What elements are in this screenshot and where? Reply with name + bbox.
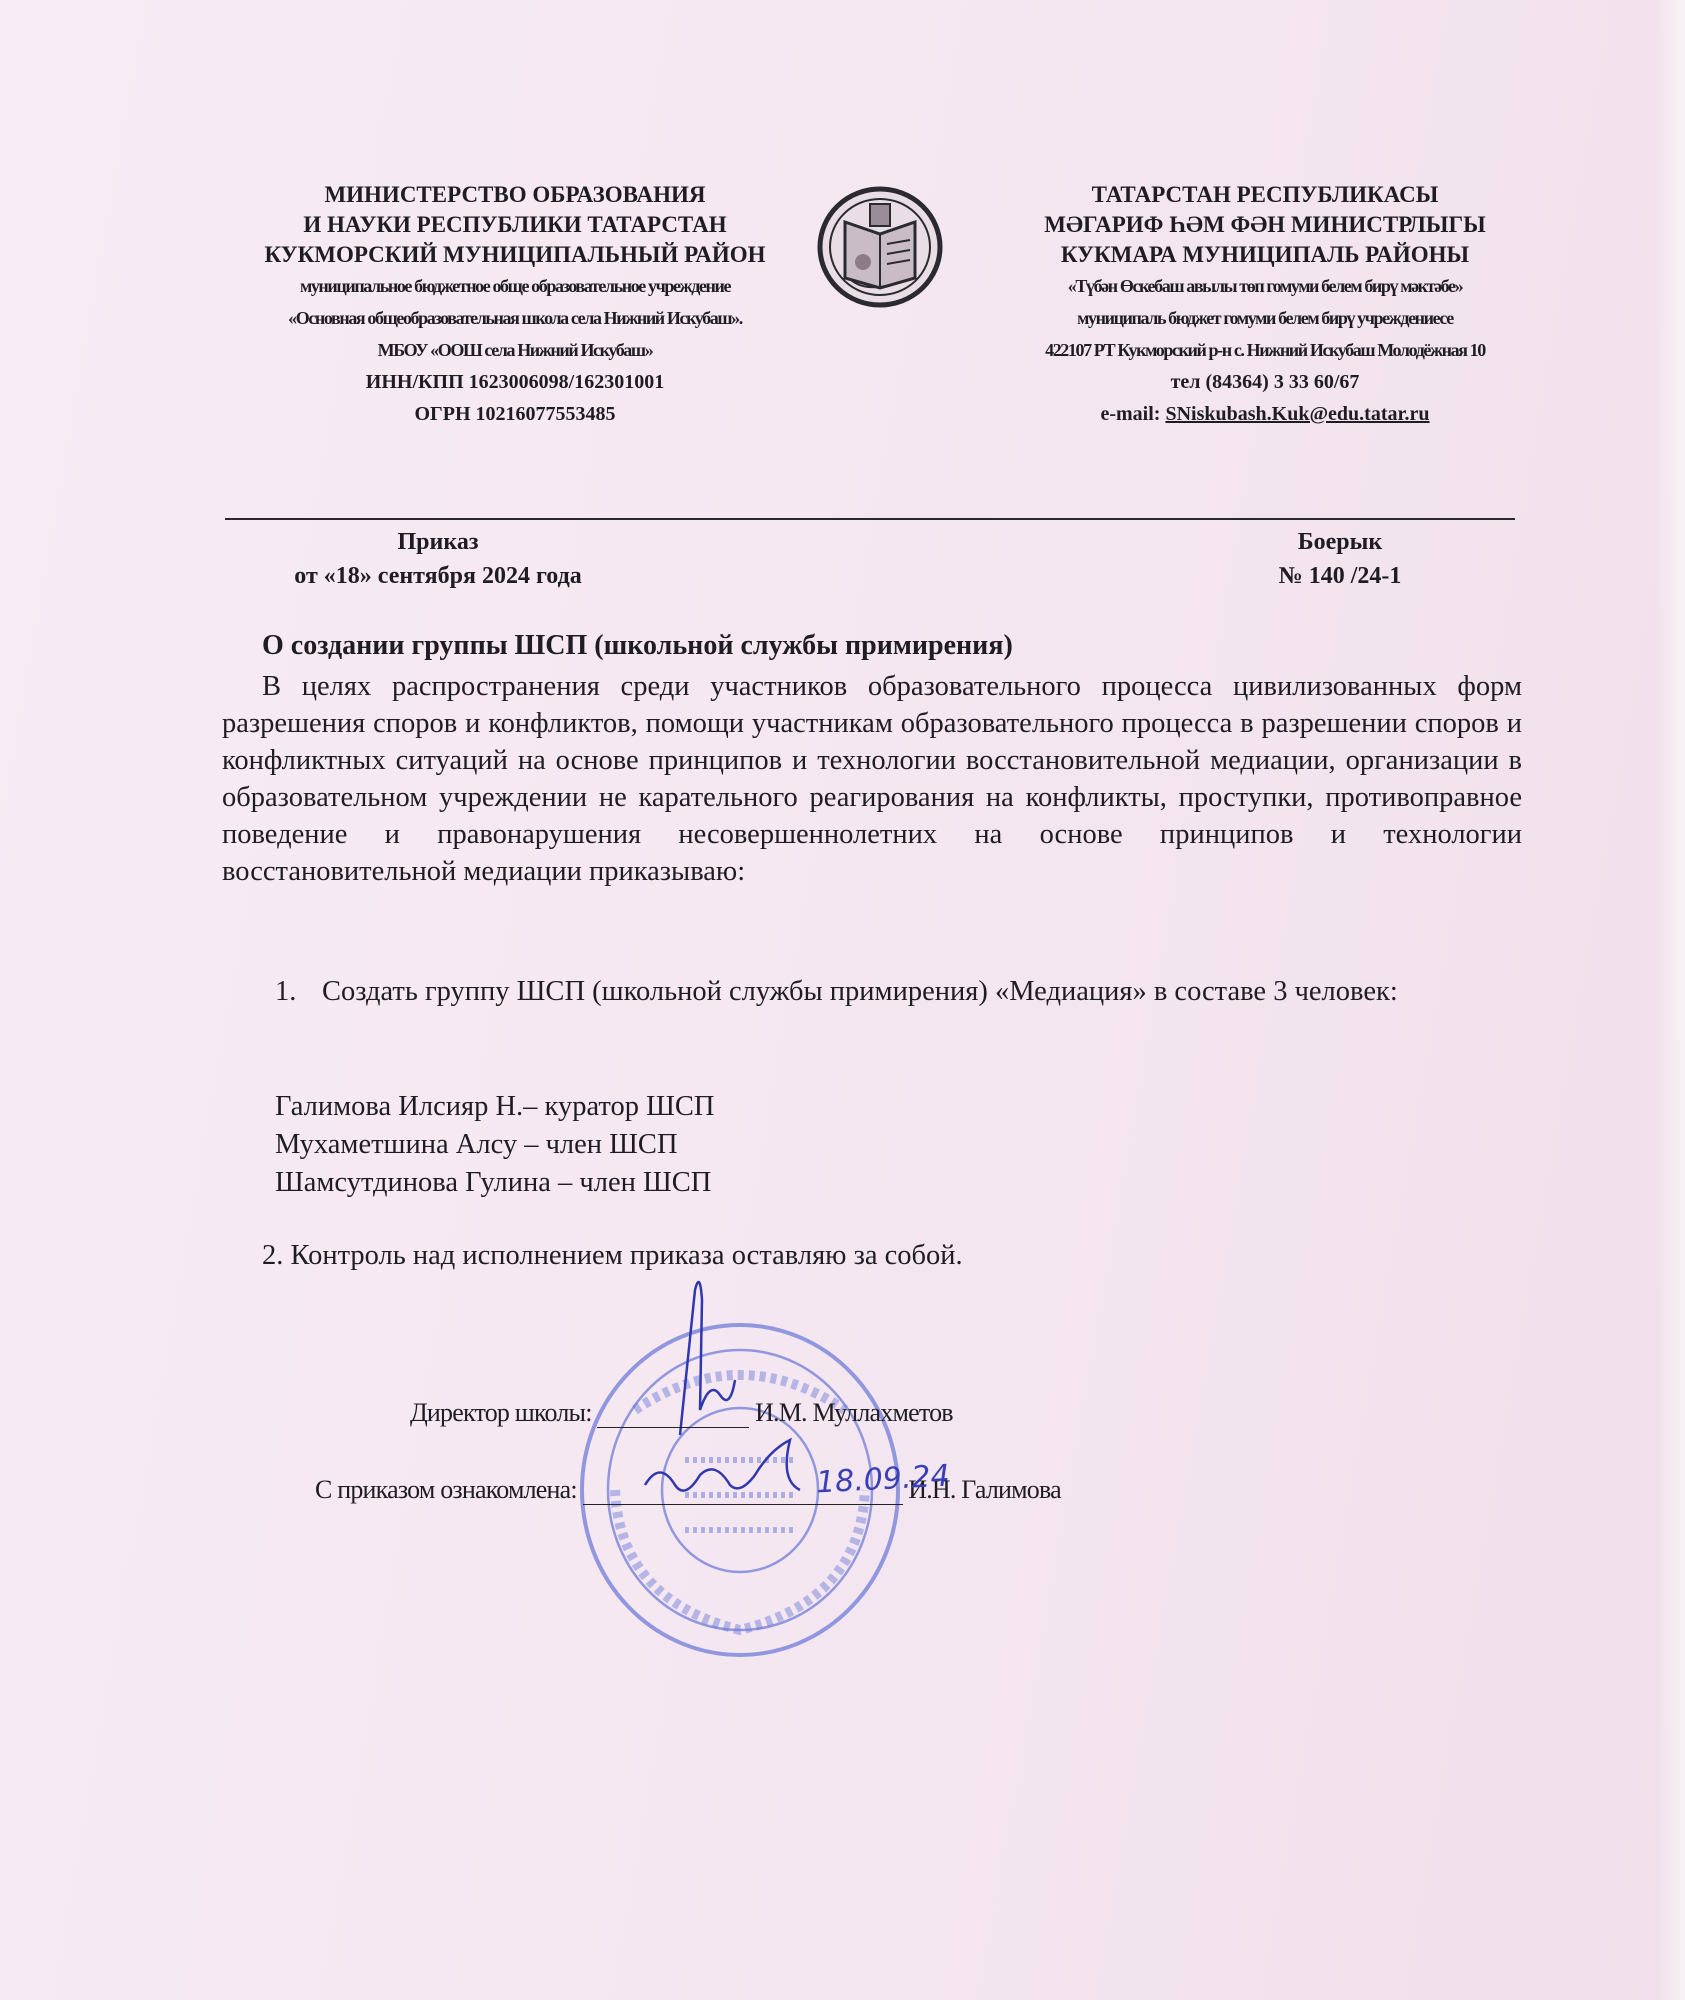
header-divider (225, 518, 1515, 520)
header-left-line2: И НАУКИ РЕСПУБЛИКИ ТАТАРСТАН (303, 212, 727, 237)
order-left (248, 525, 628, 593)
header-right-line5: муниципаль бюджет гомуми белем бирү учреждениесе (1077, 308, 1453, 328)
ack-signature-line (583, 1504, 903, 1505)
director-signature-line (597, 1427, 749, 1428)
order-date: от «18» сентября 2024 года (294, 563, 582, 589)
header-left-line6: МБОУ «ООШ села Нижний Искубаш» (377, 340, 653, 360)
document-heading: О создании группы ШСП (школьной службы примирения) (262, 630, 1013, 661)
director-row (410, 1398, 953, 1428)
order-title-ru: Приказ (397, 529, 479, 555)
header-right-line4: «Түбән Өскебаш авылы төп гомуми белем бирү мәктәбе» (1067, 276, 1463, 296)
header-left-line8: ОГРН 10216077553485 (414, 403, 616, 425)
list-item-number: 1. (275, 976, 297, 1007)
header-right-line6: 422107 РТ Кукморский р-н с. Нижний Искубаш Молодёжная 10 (1045, 340, 1485, 360)
header-right-email-row (965, 398, 1565, 430)
ack-date-handwritten: 18.09.24 (815, 1458, 951, 1501)
list-item-control: 2. Контроль над исполнением приказа оставляю за собой. (262, 1240, 963, 1271)
header-left-line3: КУКМОРСКИЙ МУНИЦИПАЛЬНЫЙ РАЙОН (264, 242, 766, 267)
header-right-line3: КУКМАРА МУНИЦИПАЛЬ РАЙОНЫ (1060, 242, 1470, 267)
order-number: № 140 /24-1 (1278, 563, 1402, 589)
member-curator: Галимова Илсияр Н.– куратор ШСП (275, 1091, 715, 1122)
header-right-line7: тел (84364) 3 33 60/67 (1170, 371, 1360, 393)
ack-name: И.Н. Галимова (908, 1475, 1061, 1504)
list-item-create-group: Создать группу ШСП (школьной службы примирения) «Медиация» в составе 3 человек: (322, 976, 1398, 1007)
order-title-tt: Боерык (1297, 529, 1383, 555)
header-right (965, 180, 1565, 430)
school-emblem-icon (815, 182, 945, 312)
member-2: Шамсутдинова Гулина – член ШСП (275, 1167, 712, 1198)
page-edge (1655, 0, 1685, 2000)
member-1: Мухаметшина Алсу – член ШСП (275, 1129, 678, 1160)
director-label: Директор школы: (410, 1398, 592, 1427)
email-label: e-mail: (1100, 403, 1161, 425)
header-left-line5: «Основная общеобразовательная школа села Нижний Искубаш». (288, 308, 742, 328)
header-right-line1: ТАТАРСТАН РЕСПУБЛИКАСЫ (1091, 182, 1439, 207)
director-name: И.М. Муллахметов (755, 1398, 953, 1427)
email-link[interactable]: SNiskubash.Kuk@edu.tatar.ru (1165, 403, 1430, 425)
document-intro: В целях распространения среди участников образовательного процесса цивилизованных форм разрешения споров и конфликтов, помощи участникам образовательного процесса в разрешении споров и конфликтных ситуаций на основе принципов и технологии восстановительной медиации, организации в образовательном учреждении не карательного реагирования на конфликты, проступки, противоправное поведение и правонарушения несовершеннолетних на основе принципов и технологии восстановительной медиации приказываю: (222, 671, 1522, 887)
header-left (210, 180, 820, 430)
header-left-line7: ИНН/КПП 1623006098/162301001 (365, 371, 665, 393)
header-left-line1: МИНИСТЕРСТВО ОБРАЗОВАНИЯ (324, 182, 706, 207)
header-right-line2: МӘГАРИФ ҺӘМ ФӘН МИНИСТРЛЫГЫ (1044, 212, 1486, 237)
ack-label: С приказом ознакомлена: (315, 1475, 577, 1504)
order-right (1240, 525, 1440, 593)
member-list (275, 1088, 714, 1202)
header-left-line4: муниципальное бюджетное обще образовательное учреждение (299, 276, 731, 296)
